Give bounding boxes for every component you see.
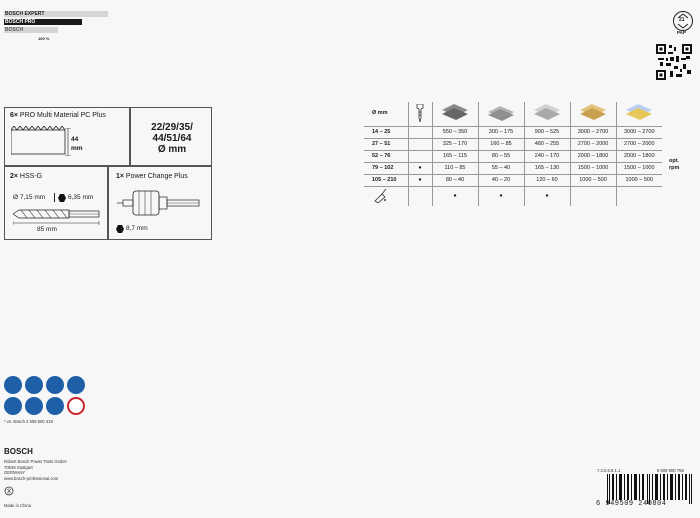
article-number: 8 608 900 758 xyxy=(657,468,684,473)
material-plastic-icon xyxy=(616,102,662,126)
oil-row: ● ● ● xyxy=(364,186,662,206)
product-code: 7.3.0.6.8.1.1 xyxy=(597,468,621,473)
no-impact-icon xyxy=(67,397,85,415)
brand-bar-expert: BOSCH EXPERT xyxy=(4,11,108,17)
drill-length: 85 mm xyxy=(37,226,57,233)
ce-mark-icon xyxy=(4,486,14,496)
drill-hex: 6,35 mm xyxy=(68,194,94,201)
depth-unit: mm xyxy=(71,145,83,152)
eye-protection-icon xyxy=(4,376,22,394)
material-stainless-icon xyxy=(478,102,524,126)
recycle-number: 21 xyxy=(679,17,685,23)
drill-bit-icon xyxy=(13,208,101,220)
speed-table-header xyxy=(364,102,662,126)
barcode-number: 6 949509 240804 xyxy=(596,500,667,508)
adapter-box xyxy=(108,166,212,240)
material-aluminium-icon xyxy=(524,102,570,126)
recycle-icon xyxy=(672,10,694,34)
material-wood-icon xyxy=(570,102,616,126)
length-dimension-icon xyxy=(13,221,101,225)
read-manual-icon xyxy=(4,397,22,415)
rpm-unit: opt. rpm xyxy=(669,158,680,171)
table-row: 14 – 25 550 – 350 300 – 175 900 – 525 3000 – 2700 3000 – 2700 xyxy=(364,126,662,138)
table-row: 27 – 51 325 – 170 160 – 85 480 – 255 2700 – 2000 2700 – 2000 xyxy=(364,138,662,150)
drill-separator xyxy=(54,193,55,202)
adapter-title: 1× Power Change Plus xyxy=(116,173,188,180)
drill-box xyxy=(4,166,108,240)
drill-bit-header-icon xyxy=(408,102,432,126)
material-steel-icon xyxy=(432,102,478,126)
speed-table xyxy=(364,102,662,206)
gloves-icon xyxy=(67,376,85,394)
brand-bar-bosch: BOSCH xyxy=(4,27,58,33)
hex-icon xyxy=(116,225,124,233)
table-row: 79 – 102 ● 110 – 85 55 – 40 165 – 130 1500 – 1000 1500 – 1000 xyxy=(364,162,662,174)
adapter-hex: 8,7 mm xyxy=(126,225,148,232)
hole-saw-icon xyxy=(11,126,69,156)
brand-bar-pro: BOSCH PRO xyxy=(4,19,82,25)
brand-percent: 100 % xyxy=(38,36,50,41)
dust-mask-icon xyxy=(46,376,64,394)
drill-diameter: Ø 7,15 mm xyxy=(13,194,46,201)
speed-table-header-diameter: Ø mm xyxy=(372,109,388,116)
qr-code xyxy=(656,44,692,80)
hex-icon xyxy=(58,194,66,202)
ear-protection-icon xyxy=(25,376,43,394)
hole-saw-box xyxy=(4,107,130,166)
drill-title: 2× HSS-G xyxy=(10,173,43,180)
footer-brand: BOSCH xyxy=(4,447,33,456)
table-row: 52 – 76 165 – 115 80 – 55 240 – 170 2000 – 1800 2000 – 1800 xyxy=(364,150,662,162)
made-in: Made in China xyxy=(4,503,32,508)
replacement-note: * vs. Bosch 2 608 580 419 xyxy=(4,419,53,424)
hole-saw-sizes-box xyxy=(130,107,212,166)
depth-value: 44 xyxy=(71,136,79,143)
instructions-icon xyxy=(25,397,43,415)
table-row: 105 – 210 ● 80 – 40 40 – 20 120 – 60 1000 – 500 1000 – 500 xyxy=(364,174,662,186)
recycle-material: PAP xyxy=(677,30,686,35)
footer-address: Robert Bosch Power Tools GmbH 70538 Stuttgart GERMANY www.bosch-professional.com xyxy=(4,459,67,481)
adapter-icon xyxy=(117,185,205,221)
oil-can-icon xyxy=(364,186,408,206)
hand-icon xyxy=(46,397,64,415)
hole-saw-title: 6× PRO Multi Material PC Plus xyxy=(10,112,106,119)
hole-saw-sizes: 22/29/35/ 44/51/64 Ø mm xyxy=(151,122,193,155)
